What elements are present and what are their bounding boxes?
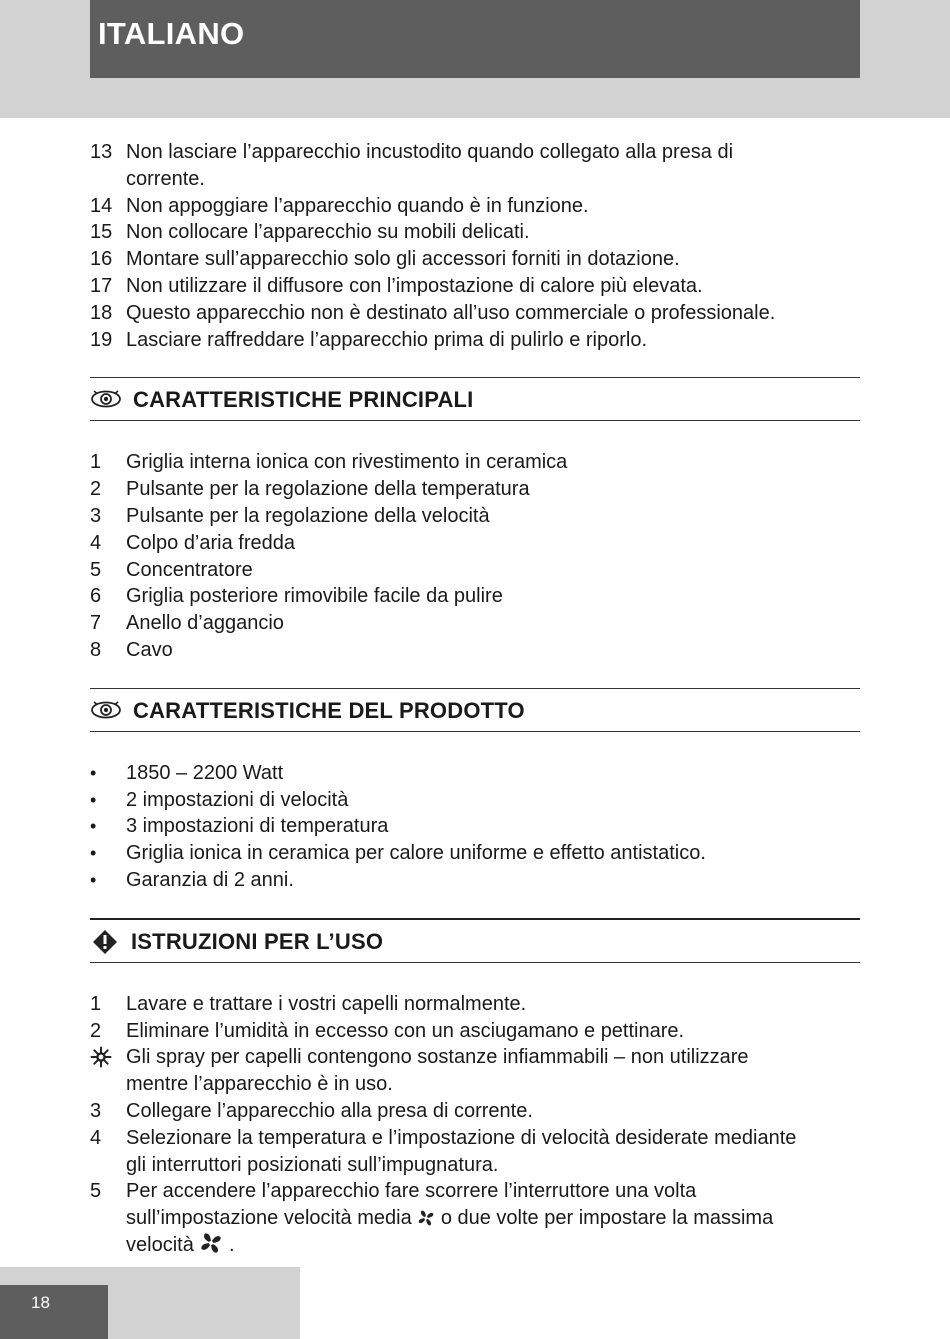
list-item <box>90 1125 860 1179</box>
language-tab <box>90 0 860 78</box>
list-item <box>90 760 860 787</box>
language-label: ITALIANO <box>98 16 245 51</box>
item-text: Collegare l’apparecchio alla presa di corrente. <box>126 1099 533 1122</box>
bullet: • <box>90 762 97 783</box>
item-text: Eliminare l’umidità in eccesso con un asciugamano e pettinare. <box>126 1019 685 1042</box>
item-number: 18 <box>90 301 113 324</box>
text-fragment: o due volte per impostare la massima <box>440 1207 774 1230</box>
item-number: 6 <box>90 585 102 608</box>
item-text: Griglia interna ionica con rivestimento in ceramica <box>126 451 568 474</box>
item-text: Non appoggiare l’apparecchio quando è in funzione. <box>126 194 589 217</box>
starburst-warning-icon <box>90 1046 112 1068</box>
list-item <box>90 193 860 220</box>
item-text: Anello d’aggancio <box>126 612 284 635</box>
item-text: Pulsante per la regolazione della temperatura <box>126 478 530 501</box>
eye-icon <box>90 388 122 410</box>
section-header-product <box>90 688 860 732</box>
page-content <box>90 139 860 1259</box>
product-list <box>90 760 860 894</box>
item-number: 7 <box>90 612 102 635</box>
list-item <box>90 840 860 867</box>
list-item <box>90 1098 860 1125</box>
warning-item <box>90 1044 860 1098</box>
list-item <box>90 476 860 503</box>
section-header-features <box>90 377 860 421</box>
fan-max-icon <box>199 1232 223 1254</box>
item-number: 2 <box>90 478 102 501</box>
list-item <box>90 273 860 300</box>
item-text-continued: corrente. <box>126 167 205 190</box>
item-number: 13 <box>90 141 113 163</box>
item-number: 4 <box>90 1126 102 1149</box>
item-text: 1850 – 2200 Watt <box>126 761 284 784</box>
list-item <box>90 530 860 557</box>
item-number: 8 <box>90 638 102 661</box>
item-number: 3 <box>90 504 102 527</box>
item-text: Non lasciare l’apparecchio incustodito quando collegato alla presa di <box>126 141 734 163</box>
section-title: CARATTERISTICHE DEL PRODOTTO <box>133 697 525 723</box>
item-text: Gli spray per capelli contengono sostanze infiammabili – non utilizzare <box>126 1046 749 1069</box>
item-text-continued: mentre l’apparecchio è in uso. <box>126 1073 393 1096</box>
item-text-continued: gli interruttori posizionati sull’impugnatura. <box>126 1153 499 1176</box>
item-text: 2 impostazioni di velocità <box>126 788 349 811</box>
list-item <box>90 583 860 610</box>
list-item <box>90 503 860 530</box>
item-number: 4 <box>90 531 102 554</box>
list-item <box>90 246 860 273</box>
item-text: Questo apparecchio non è destinato all’uso commerciale o professionale. <box>126 301 776 324</box>
item-number: 5 <box>90 558 102 581</box>
safety-list <box>90 139 860 353</box>
fan-medium-icon <box>417 1209 435 1227</box>
page-number: 18 <box>31 1293 50 1312</box>
item-number: 19 <box>90 328 113 351</box>
bullet: • <box>90 869 97 890</box>
item-text: 3 impostazioni di temperatura <box>126 815 389 838</box>
item-text: Colpo d’aria fredda <box>126 531 295 554</box>
bullet: • <box>90 816 97 837</box>
list-item <box>90 867 860 894</box>
list-item <box>90 139 860 193</box>
bullet: • <box>90 789 97 810</box>
warning-diamond-icon <box>92 929 118 955</box>
item-number: 1 <box>90 992 102 1015</box>
list-item <box>90 557 860 584</box>
item-text: Lasciare raffreddare l’apparecchio prima di pulirlo e riporlo. <box>126 328 648 351</box>
list-item <box>90 991 860 1018</box>
item-text: Concentratore <box>126 558 253 581</box>
item-text: Selezionare la temperatura e l’impostazione di velocità desiderate mediante <box>126 1126 797 1149</box>
item-number: 15 <box>90 221 113 244</box>
list-item <box>90 787 860 814</box>
text-fragment: . <box>228 1233 235 1256</box>
page-number-tab <box>0 1285 108 1339</box>
item-number: 5 <box>90 1180 102 1203</box>
text-fragment: velocità <box>126 1233 194 1256</box>
item-number: 1 <box>90 451 102 474</box>
list-item <box>90 1018 860 1045</box>
item-number: 16 <box>90 248 113 271</box>
item-text: Lavare e trattare i vostri capelli normalmente. <box>126 992 527 1015</box>
item-text-continued <box>126 1232 860 1259</box>
item-number: 14 <box>90 194 113 217</box>
section-title: ISTRUZIONI PER L’USO <box>131 928 384 954</box>
item-text: Pulsante per la regolazione della velocità <box>126 504 490 527</box>
item-text: Cavo <box>126 638 173 661</box>
list-item <box>90 1178 860 1258</box>
item-number: 17 <box>90 274 113 297</box>
item-text: Non collocare l’apparecchio su mobili delicati. <box>126 221 530 244</box>
eye-icon <box>90 699 122 721</box>
item-number: 2 <box>90 1019 102 1042</box>
item-text: Non utilizzare il diffusore con l’impostazione di calore più elevata. <box>126 274 703 297</box>
bullet: • <box>90 843 97 864</box>
list-item <box>90 813 860 840</box>
list-item <box>90 327 860 354</box>
list-item <box>90 610 860 637</box>
item-text: Griglia ionica in ceramica per calore uniforme e effetto antistatico. <box>126 842 706 865</box>
section-header-usage <box>90 918 860 963</box>
item-text-continued <box>126 1205 860 1232</box>
list-item <box>90 449 860 476</box>
list-item <box>90 637 860 664</box>
item-text: Montare sull’apparecchio solo gli accessori forniti in dotazione. <box>126 248 680 271</box>
item-text: Griglia posteriore rimovibile facile da pulire <box>126 585 503 608</box>
list-item <box>90 219 860 246</box>
item-text: Per accendere l’apparecchio fare scorrere l’interruttore una volta <box>126 1180 697 1203</box>
item-number: 3 <box>90 1099 102 1122</box>
text-fragment: sull’impostazione velocità media <box>126 1207 412 1230</box>
features-list <box>90 449 860 663</box>
section-title: CARATTERISTICHE PRINCIPALI <box>133 387 474 413</box>
usage-list <box>90 991 860 1259</box>
item-text: Garanzia di 2 anni. <box>126 868 294 891</box>
list-item <box>90 300 860 327</box>
